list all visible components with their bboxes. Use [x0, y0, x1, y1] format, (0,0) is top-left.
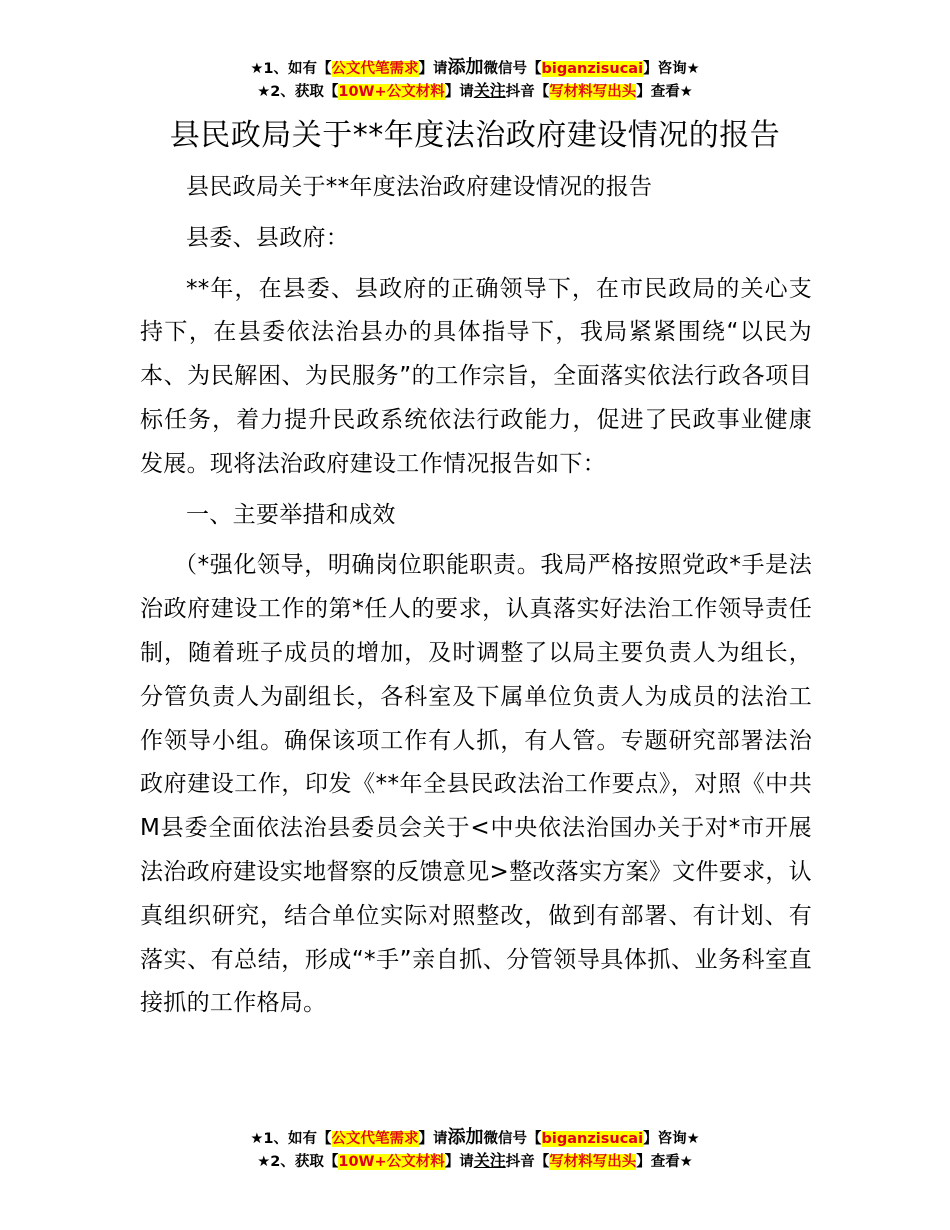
banner-text: 】咨询★ [643, 1131, 700, 1147]
document-body [140, 166, 812, 1026]
banner-line-2 [0, 80, 950, 103]
banner-wechat-id: biganzisucai [541, 61, 644, 77]
salutation: 县委、县政府： [186, 224, 350, 251]
banner-text: ★2、获取【 [257, 84, 339, 100]
banner-text: 抖音【 [505, 1154, 550, 1170]
banner-text: 微信号【 [483, 1131, 542, 1147]
paragraph-1: **年，在县委、县政府的正确领导下，在市民政局的关心支持下，在县委依法治县办的具体指导下，我局紧紧围绕“以民为本、为民解困、为民服务”的工作宗旨，全面落实依法行政各项目标任务，着力提升民政系统依法行政能力，促进了民政事业健康发展。现将法治政府建设工作情况报告如下： [140, 275, 812, 477]
banner-highlight: 公文代笔需求 [331, 1131, 419, 1147]
banner-highlight: 写材料写出头 [549, 1154, 637, 1170]
banner-line-1 [0, 1127, 950, 1150]
banner-highlight: 写材料写出头 [549, 84, 637, 100]
banner-text: 】请 [444, 1154, 474, 1170]
banner-emphasis: 添加 [447, 57, 484, 78]
banner-line-2 [0, 1150, 950, 1173]
header-banner [0, 57, 950, 103]
banner-wechat-id: biganzisucai [541, 1131, 644, 1147]
banner-emphasis: 添加 [447, 1127, 484, 1148]
banner-text: 】查看★ [636, 84, 693, 100]
paragraph-2: （*强化领导，明确岗位职能职责。我局严格按照党政*手是法治政府建设工作的第*任人的要求，认真落实好法治工作领导责任制，随着班子成员的增加，及时调整了以局主要负责人为组长，分管负责人为副组长，各科室及下属单位负责人为成员的法治工作领导小组。确保该项工作有人抓，有人管。专题研究部署法治政府建设工作，印发《**年全县民政法治工作要点》，对照《中共M县委全面依法治县委员会关于<中央依法治国办关于对*市开展法治政府建设实地督察的反馈意见>整改落实方案》文件要求，认真组织研究，结合单位实际对照整改，做到有部署、有计划、有落实、有总结，形成“*手”亲自抓、分管领导具体抓、业务科室直接抓的工作格局。 [140, 552, 812, 1017]
banner-text: 微信号【 [483, 61, 542, 77]
banner-text: 抖音【 [505, 84, 550, 100]
banner-text: 】查看★ [636, 1154, 693, 1170]
banner-text: 】请 [444, 84, 474, 100]
banner-text: ★1、如有【 [250, 61, 332, 77]
banner-highlight: 公文代笔需求 [331, 61, 419, 77]
banner-emphasis: 关注 [473, 1151, 506, 1170]
banner-emphasis: 关注 [473, 81, 506, 100]
banner-text: ★1、如有【 [250, 1131, 332, 1147]
banner-text: ★2、获取【 [257, 1154, 339, 1170]
banner-highlight: 10W+公文材料 [338, 84, 445, 100]
banner-highlight: 10W+公文材料 [338, 1154, 445, 1170]
banner-text: 】咨询★ [643, 61, 700, 77]
document-title: 县民政局关于**年度法治政府建设情况的报告 [169, 118, 781, 153]
footer-banner [0, 1127, 950, 1173]
banner-text: 】请 [418, 61, 448, 77]
banner-text: 】请 [418, 1131, 448, 1147]
section-heading-1: 一、主要举措和成效 [186, 501, 396, 528]
banner-line-1 [0, 57, 950, 80]
document-subtitle: 县民政局关于**年度法治政府建设情况的报告 [186, 174, 653, 200]
